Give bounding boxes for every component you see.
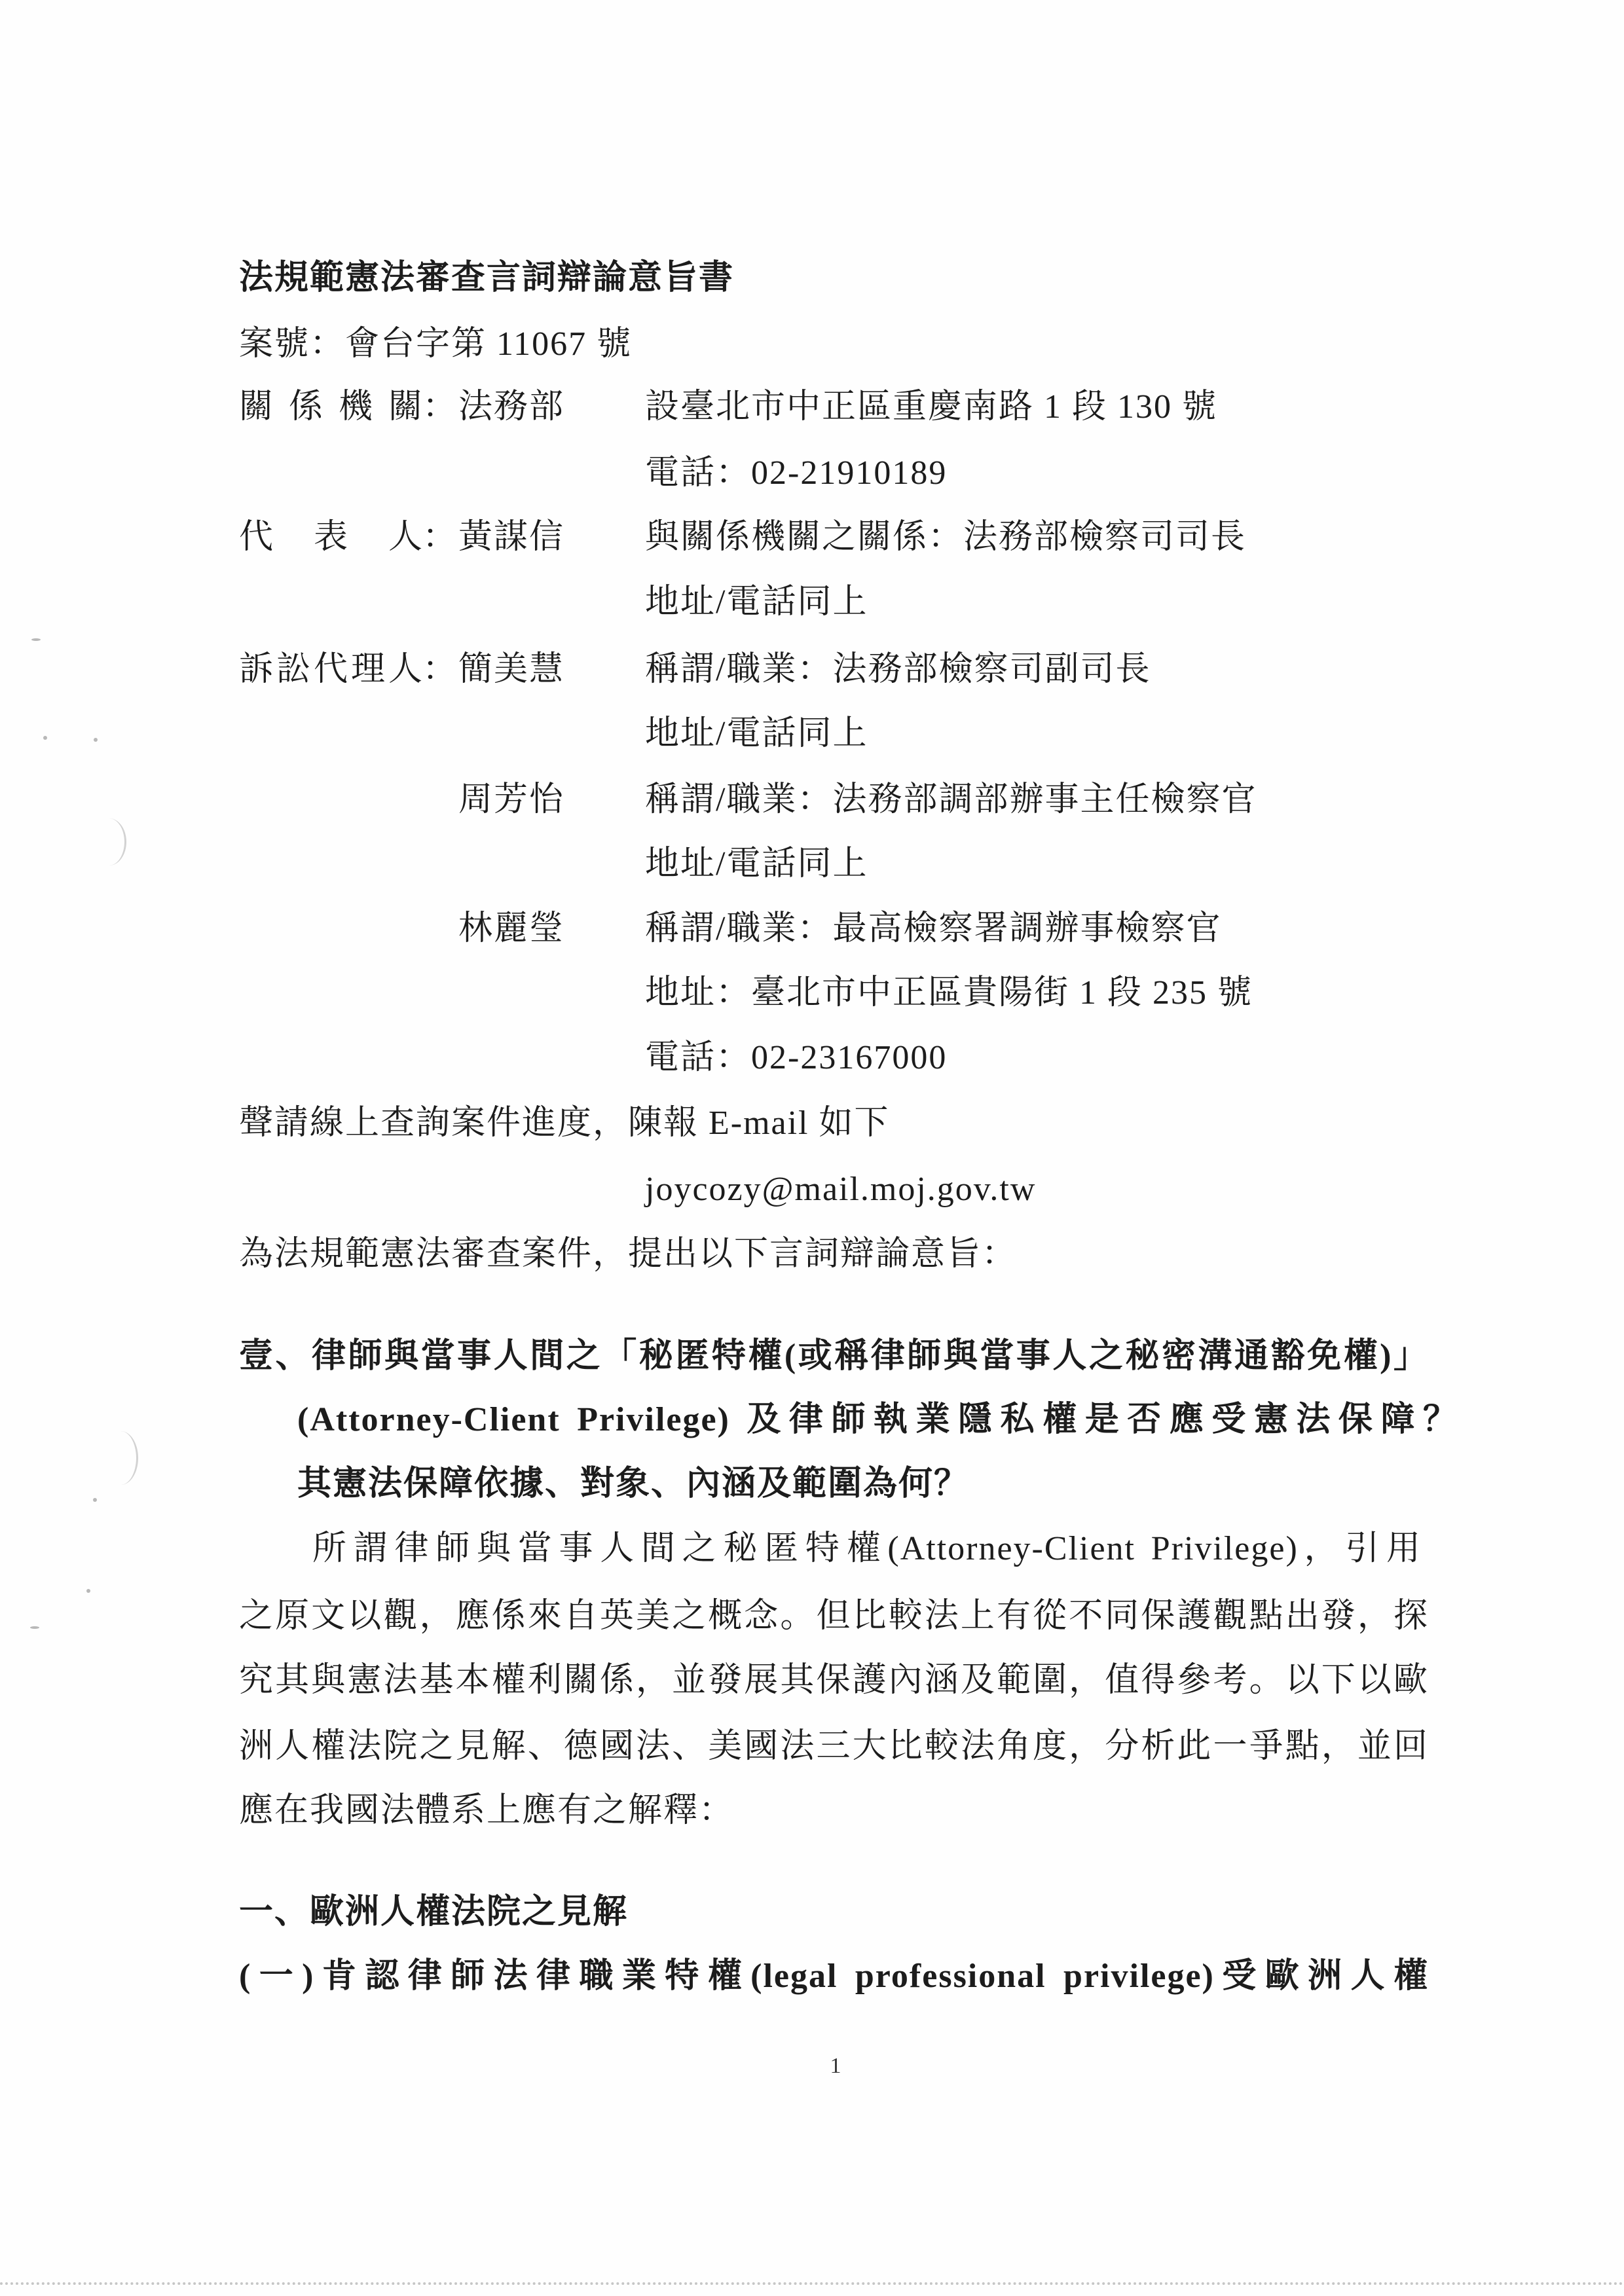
scan-hole-mark bbox=[92, 818, 126, 866]
party-label: 關 係 機 關 bbox=[239, 388, 422, 426]
section-heading-line: (Attorney-Client Privilege) 及律師執業隱私權是否應受憲法保障？ bbox=[297, 1401, 1458, 1438]
party-contact: 地址/電話同上 bbox=[645, 583, 868, 621]
party-title: 稱謂/職業：法務部調部辦事主任檢察官 bbox=[645, 781, 1257, 818]
party-row-representative bbox=[239, 505, 1429, 570]
party-name: 黃謀信 bbox=[458, 519, 565, 556]
section-heading-line: 其憲法保障依據、對象、內涵及範圍為何？ bbox=[297, 1465, 970, 1503]
paragraph-line: 所謂律師與當事人間之秘匿特權(Attorney-Client Privilege)，引用 bbox=[312, 1530, 1422, 1567]
case-number: 案號：會台字第 11067 號 bbox=[239, 325, 633, 363]
party-separator: ： bbox=[422, 519, 458, 556]
party-row-agent-2 bbox=[239, 767, 1429, 833]
scan-mark bbox=[93, 1498, 97, 1502]
intro-text: 為法規範憲法審查案件，提出以下言詞辯論意旨： bbox=[239, 1235, 1018, 1273]
party-contact: 地址/電話同上 bbox=[645, 845, 868, 883]
party-separator: ： bbox=[422, 651, 458, 688]
subsubsection-title: (一)肯認律師法律職業特權(legal professional privilege)受歐洲人權 bbox=[239, 1958, 1429, 1995]
party-label: 代 表 人 bbox=[239, 519, 422, 556]
party-name: 法務部 bbox=[458, 388, 565, 426]
party-name: 簡美慧 bbox=[458, 651, 565, 688]
section-heading-line: 壹、律師與當事人間之「秘匿特權(或稱律師與當事人之秘密溝通豁免權)」 bbox=[239, 1338, 1429, 1375]
party-title: 稱謂/職業：最高檢察署調辦事檢察官 bbox=[645, 910, 1222, 947]
party-relation: 與關係機關之關係：法務部檢察司司長 bbox=[645, 519, 1247, 556]
page-number: 1 bbox=[830, 2054, 841, 2078]
party-row-agent-1 bbox=[239, 637, 1429, 702]
scan-edge-noise bbox=[0, 2282, 1624, 2285]
scan-mark bbox=[86, 1589, 90, 1593]
paragraph-line: 洲人權法院之見解、德國法、美國法三大比較法角度，分析此一爭點，並回 bbox=[239, 1728, 1429, 1765]
scan-mark bbox=[43, 736, 47, 740]
party-phone: 電話：02-21910189 bbox=[645, 454, 948, 492]
subsection-title: 一、歐洲人權法院之見解 bbox=[239, 1893, 629, 1931]
party-label: 訴訟代理人 bbox=[239, 651, 422, 688]
scan-mark bbox=[31, 638, 41, 641]
party-phone: 電話：02-23167000 bbox=[645, 1039, 948, 1076]
party-row-agency bbox=[239, 374, 1429, 440]
party-row-agent-3 bbox=[239, 896, 1429, 962]
scan-hole-mark bbox=[103, 1431, 138, 1485]
party-separator: ： bbox=[422, 388, 458, 426]
contact-email: joycozy@mail.moj.gov.tw bbox=[645, 1171, 1037, 1208]
document-title: 法規範憲法審查言詞辯論意旨書 bbox=[239, 259, 735, 297]
party-name: 林麗瑩 bbox=[458, 910, 565, 947]
party-address: 設臺北市中正區重慶南路 1 段 130 號 bbox=[645, 388, 1218, 426]
paragraph-line: 應在我國法體系上應有之解釋： bbox=[239, 1792, 735, 1829]
party-title: 稱謂/職業：法務部檢察司副司長 bbox=[645, 651, 1151, 688]
paragraph-line: 之原文以觀，應係來自英美之概念。但比較法上有從不同保護觀點出發，探 bbox=[239, 1597, 1429, 1635]
scan-mark bbox=[30, 1626, 39, 1629]
party-contact: 地址/電話同上 bbox=[645, 715, 868, 752]
paragraph-line: 究其與憲法基本權利關係，並發展其保護內涵及範圍，值得參考。以下以歐 bbox=[239, 1662, 1429, 1699]
party-address: 地址：臺北市中正區貴陽街 1 段 235 號 bbox=[645, 974, 1253, 1011]
party-name: 周芳怡 bbox=[458, 781, 565, 818]
scan-mark bbox=[94, 738, 98, 742]
online-notice: 聲請線上查詢案件進度，陳報 E-mail 如下 bbox=[239, 1104, 890, 1142]
